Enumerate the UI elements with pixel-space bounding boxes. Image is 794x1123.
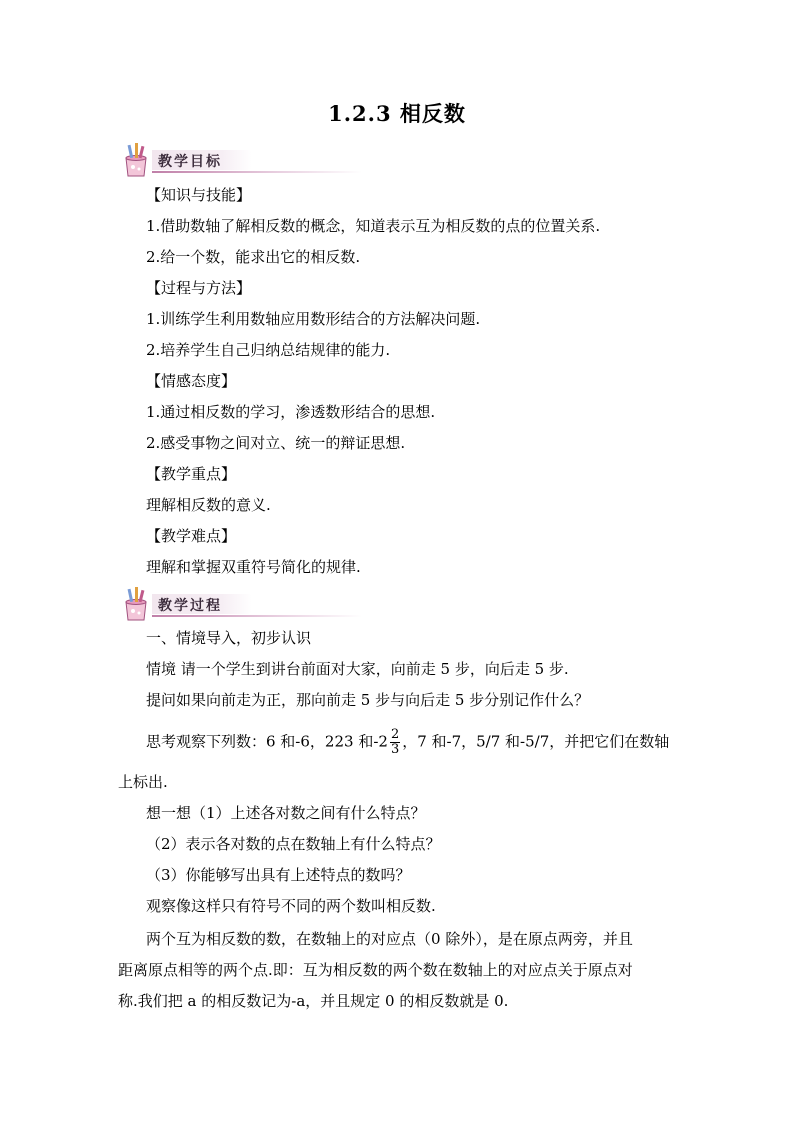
process-line-3: 提问如果向前走为正，那向前走 5 步与向后走 5 步分别记作什么？ xyxy=(146,691,590,709)
fraction-denominator: 3 xyxy=(390,742,400,757)
fraction-numerator: 2 xyxy=(390,727,400,742)
goals-heading-knowledge: 【知识与技能】 xyxy=(146,186,252,204)
goals-heading-method: 【过程与方法】 xyxy=(146,279,252,297)
page-title: 1.2.3 相反数 xyxy=(328,101,466,126)
goals-line-4: 2.培养学生自己归纳总结规律的能力. xyxy=(146,341,391,359)
process-line-5: 想一想（1）上述各对数之间有什么特点？ xyxy=(146,804,426,822)
fraction xyxy=(390,728,400,757)
section-label-bar xyxy=(152,594,252,614)
process-line-2: 情境 请一个学生到讲台前面对大家，向前走 5 步，向后走 5 步. xyxy=(146,660,569,678)
goals-line-6: 2.感受事物之间对立、统一的辩证思想. xyxy=(146,434,406,452)
section-header-process xyxy=(118,586,258,622)
section-title-goals: 教学目标 xyxy=(158,154,222,170)
goals-line-5: 1.通过相反数的学习，渗透数形结合的思想. xyxy=(146,403,436,421)
pencil-cup-icon xyxy=(118,142,154,178)
process-line-6: （2）表示各对数的点在数轴上有什么特点？ xyxy=(146,835,441,853)
section-underline xyxy=(152,615,362,617)
goals-line-7: 理解相反数的意义. xyxy=(146,496,271,514)
process-line-4-part-a: 思考观察下列数：6 和-6，223 和-2 xyxy=(146,732,388,751)
goals-heading-difficulty: 【教学难点】 xyxy=(146,527,237,545)
process-line-8: 观察像这样只有符号不同的两个数叫相反数. xyxy=(146,897,436,915)
process-line-1: 一、情境导入，初步认识 xyxy=(146,629,312,647)
section-underline xyxy=(152,171,362,173)
goals-line-8: 理解和掌握双重符号简化的规律. xyxy=(146,558,361,576)
section-title-process: 教学过程 xyxy=(158,598,222,614)
process-line-4-cont: 上标出. xyxy=(118,773,168,791)
goals-line-1: 1.借助数轴了解相反数的概念，知道表示互为相反数的点的位置关系. xyxy=(146,217,601,235)
pencil-cup-icon xyxy=(118,586,154,622)
section-label-bar xyxy=(152,150,252,170)
goals-line-2: 2.给一个数，能求出它的相反数. xyxy=(146,248,361,266)
section-header-goals xyxy=(118,142,258,178)
process-line-9-cont-1: 距离原点相等的两个点.即：互为相反数的两个数在数轴上的对应点关于原点对 xyxy=(118,961,633,979)
goals-line-3: 1.训练学生利用数轴应用数形结合的方法解决问题. xyxy=(146,310,481,328)
process-line-9: 两个互为相反数的数，在数轴上的对应点（0 除外），是在原点两旁，并且 xyxy=(146,930,633,948)
goals-heading-key-point: 【教学重点】 xyxy=(146,465,237,483)
goals-heading-attitude: 【情感态度】 xyxy=(146,372,237,390)
process-line-9-cont-2: 称.我们把 a 的相反数记为-a，并且规定 0 的相反数就是 0. xyxy=(118,992,509,1010)
process-line-7: （3）你能够写出具有上述特点的数吗？ xyxy=(146,866,411,884)
process-line-4 xyxy=(146,728,669,757)
process-line-4-part-b: ，7 和-7，5/7 和-5/7，并把它们在数轴 xyxy=(402,732,670,751)
